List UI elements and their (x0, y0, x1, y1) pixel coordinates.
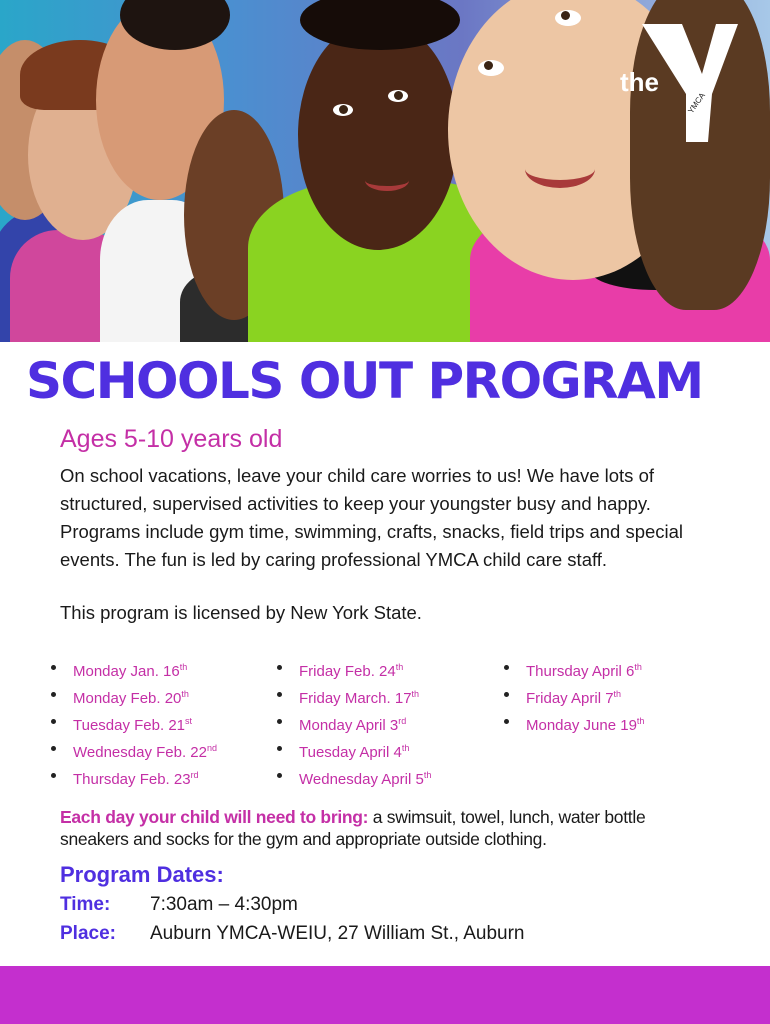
date-suffix: rd (398, 716, 407, 726)
date-text: Monday Feb. 20 (73, 690, 182, 707)
age-range: Ages 5-10 years old (60, 425, 283, 453)
place-value: Auburn YMCA-WEIU, 27 William St., Auburn (150, 923, 525, 944)
date-item (51, 737, 217, 764)
date-suffix: th (634, 662, 642, 672)
time-value: 7:30am – 4:30pm (150, 894, 298, 915)
date-suffix: th (395, 662, 404, 672)
page-title: SCHOOLS OUT PROGRAM (26, 352, 703, 410)
date-item (277, 656, 431, 683)
date-item (277, 737, 431, 764)
date-item (51, 656, 217, 683)
license-note: This program is licensed by New York State. (60, 602, 422, 623)
footer-bar (0, 966, 770, 1024)
date-item (504, 656, 644, 683)
date-item (51, 710, 217, 737)
ymca-logo (620, 22, 740, 142)
dates-column-2 (277, 656, 431, 791)
svg-text:YMCA: YMCA (686, 91, 707, 116)
bring-list (60, 806, 700, 850)
date-suffix: th (181, 689, 189, 699)
date-text: Friday Feb. 24 (299, 663, 396, 680)
date-text: Friday April 7 (526, 690, 614, 707)
date-suffix: th (179, 662, 188, 672)
date-text: Tuesday April 4 (299, 744, 402, 761)
date-item (51, 764, 217, 791)
date-text: Monday June 19 (526, 717, 637, 734)
bring-lead: Each day your child will need to bring: (60, 807, 369, 827)
dates-column-3 (504, 656, 644, 737)
time-label: Time: (60, 894, 111, 915)
date-text: Wednesday Feb. 22 (73, 744, 207, 761)
date-suffix: th (423, 770, 432, 780)
date-item (277, 710, 431, 737)
date-text: Wednesday April 5 (299, 771, 424, 788)
date-item (504, 710, 644, 737)
date-text: Friday March. 17 (299, 690, 412, 707)
program-dates-heading: Program Dates: (60, 862, 224, 887)
date-item (51, 683, 217, 710)
date-item (504, 683, 644, 710)
dates-column-1 (51, 656, 217, 791)
place-label: Place: (60, 923, 116, 944)
date-suffix: nd (206, 743, 217, 753)
date-suffix: th (613, 689, 622, 699)
intro-paragraph: On school vacations, leave your child care worries to us! We have lots of structured, supervised activities to keep your youngster busy and happy. Programs include gym time, swimming, crafts, snacks, field trips and special events. The fun is led by caring professional YMCA child care staff. (60, 465, 684, 570)
date-item (277, 683, 431, 710)
logo-the-text: the (620, 67, 659, 97)
bring-items: a swimsuit, towel, lunch, water bottle sneakers and socks for the gym and appropriate outside clothing. (60, 807, 646, 849)
date-suffix: th (411, 689, 420, 699)
date-suffix: st (185, 716, 193, 726)
date-text: Monday Jan. 16 (73, 663, 180, 680)
hero-photo (0, 0, 770, 342)
date-text: Thursday April 6 (526, 663, 635, 680)
date-suffix: rd (190, 770, 199, 780)
date-suffix: th (401, 743, 410, 753)
date-text: Thursday Feb. 23 (73, 771, 191, 788)
date-suffix: th (636, 716, 645, 726)
date-text: Tuesday Feb. 21 (73, 717, 186, 734)
date-item (277, 764, 431, 791)
date-text: Monday April 3 (299, 717, 399, 734)
